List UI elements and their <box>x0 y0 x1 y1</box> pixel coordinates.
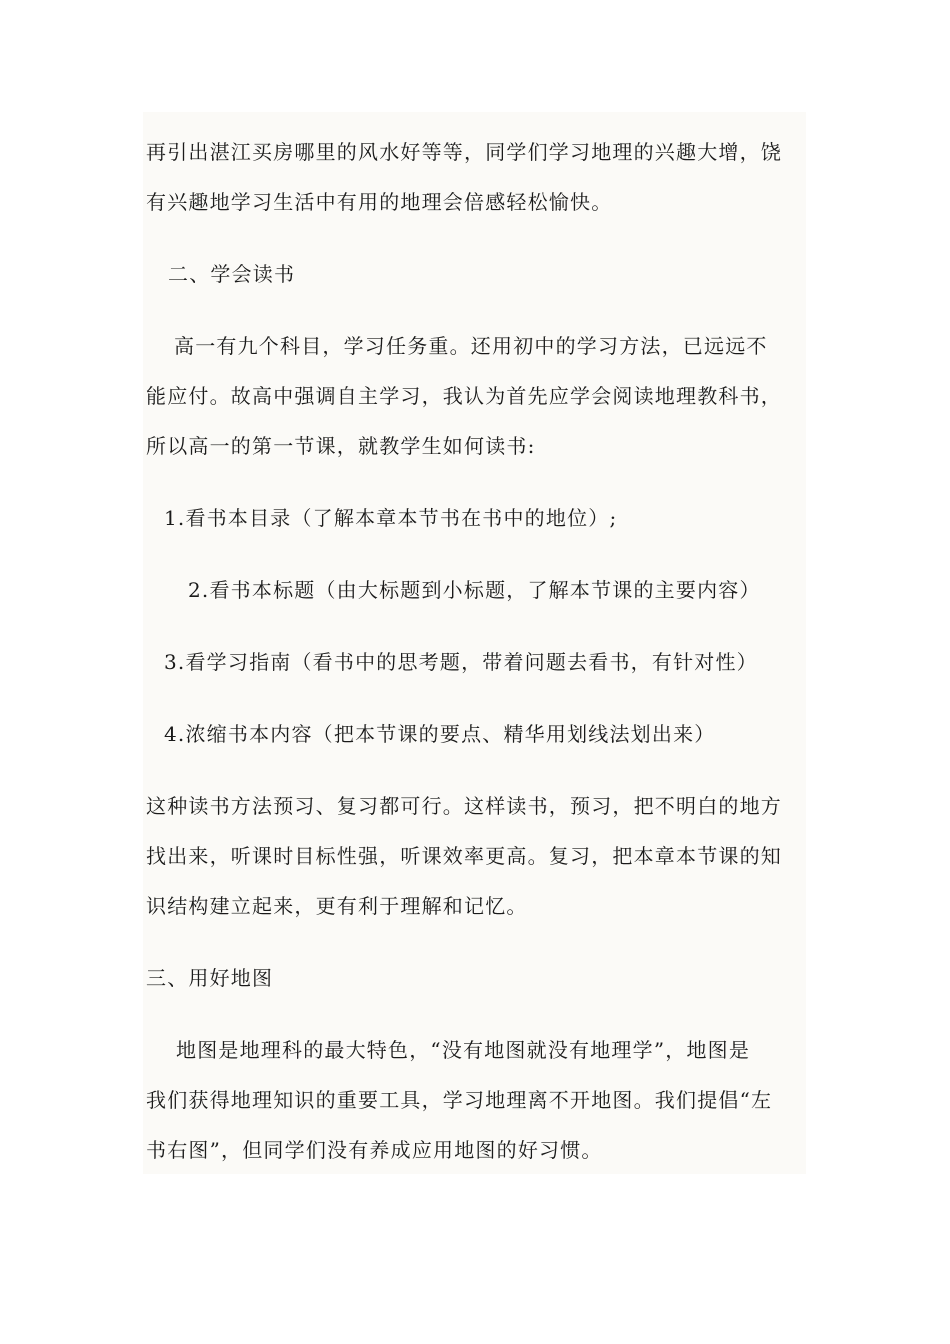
paragraph-line: 能应付。故高中强调自主学习，我认为首先应学会阅读地理教科书， <box>146 384 782 408</box>
paragraph-line: 有兴趣地学习生活中有用的地理会倍感轻松愉快。 <box>146 190 613 214</box>
list-item: 2.看书本标题（由大标题到小标题，了解本节课的主要内容） <box>188 578 761 602</box>
list-item: 3.看学习指南（看书中的思考题，带着问题去看书，有针对性） <box>164 650 758 674</box>
paragraph-line: 这种读书方法预习、复习都可行。这样读书，预习，把不明白的地方 <box>146 794 782 818</box>
paragraph-line: 高一有九个科目，学习任务重。还用初中的学习方法，已远远不 <box>174 334 768 358</box>
section-heading: 三、用好地图 <box>146 966 274 990</box>
paragraph-line: 所以高一的第一节课，就教学生如何读书: <box>146 434 536 458</box>
list-item: 1.看书本目录（了解本章本节书在书中的地位）; <box>164 506 618 530</box>
paragraph-line: 再引出湛江买房哪里的风水好等等，同学们学习地理的兴趣大增，饶 <box>146 140 782 164</box>
paragraph-line: 书右图”，但同学们没有养成应用地图的好习惯。 <box>146 1138 603 1162</box>
section-heading: 二、学会读书 <box>168 262 296 286</box>
paragraph-line: 地图是地理科的最大特色，“没有地图就没有地理学”，地图是 <box>176 1038 751 1062</box>
paragraph-line: 识结构建立起来，更有利于理解和记忆。 <box>146 894 528 918</box>
list-item: 4.浓缩书本内容（把本节课的要点、精华用划线法划出来） <box>164 722 716 746</box>
paragraph-line: 我们获得地理知识的重要工具，学习地理离不开地图。我们提倡“左 <box>146 1088 773 1112</box>
paragraph-line: 找出来，听课时目标性强，听课效率更高。复习，把本章本节课的知 <box>146 844 782 868</box>
